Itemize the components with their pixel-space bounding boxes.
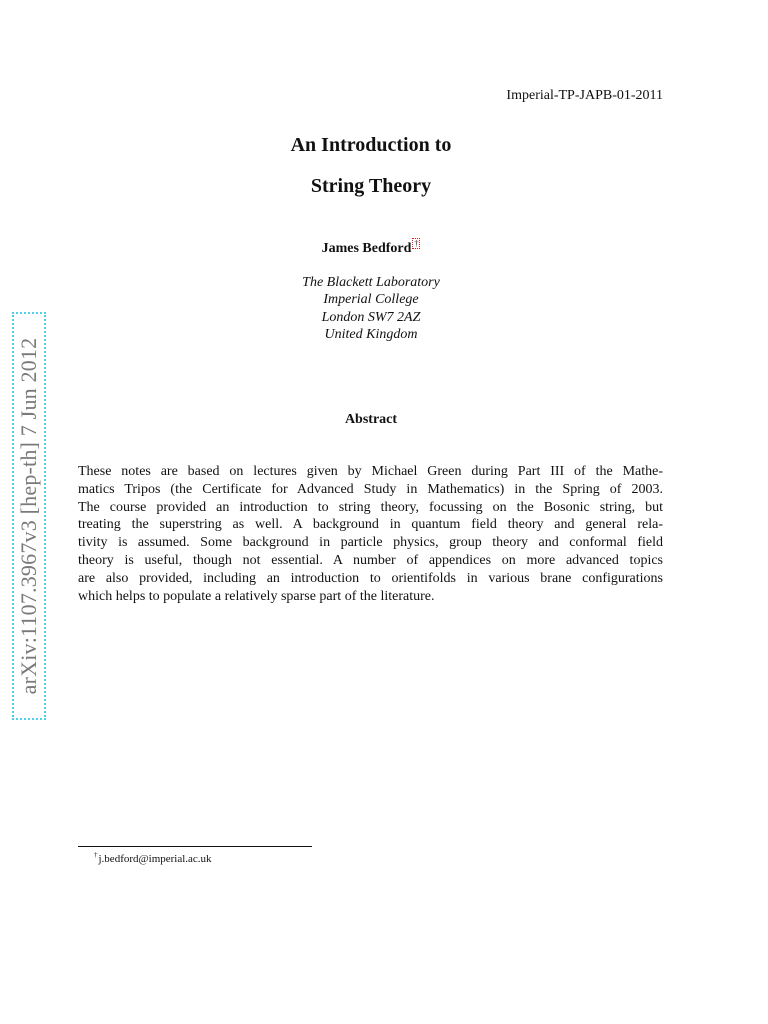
abstract-line: which helps to populate a relatively sparse part of the literature. — [78, 588, 435, 604]
abstract-line: treating the superstring as well. A background in quantum field theory and general rela- — [78, 517, 663, 533]
paper-title-line-2: String Theory — [310, 175, 432, 197]
footnote-mark: † — [94, 851, 98, 859]
author-footnote-link[interactable]: † — [414, 239, 419, 248]
report-number: Imperial-TP-JAPB-01-2011 — [506, 88, 663, 103]
affiliation-line: United Kingdom — [324, 327, 418, 342]
abstract-line: matics Tripos (the Certificate for Advanced Study in Mathematics) in the Spring of 2003. — [78, 481, 663, 497]
abstract-line: theory is useful, though not essential. A number of appendices on more advanced topics — [78, 552, 663, 568]
affiliation-line: Imperial College — [323, 292, 419, 307]
affiliation-line: The Blackett Laboratory — [302, 275, 440, 290]
abstract-line: The course provided an introduction to string theory, focussing on the Bosonic string, but — [78, 499, 663, 515]
paper-title-line-1: An Introduction to — [290, 134, 452, 156]
arxiv-identifier-link[interactable] — [12, 312, 46, 720]
abstract-line: are also provided, including an introduction to orientifolds in various brane configurations — [78, 570, 663, 586]
abstract-line: These notes are based on lectures given by Michael Green during Part III of the Mathe- — [78, 464, 663, 479]
abstract-body — [78, 463, 663, 605]
abstract-line: tivity is assumed. Some background in particle physics, group theory and conformal field — [78, 535, 663, 551]
arxiv-identifier-text: arXiv:1107.3967v3 [hep-th] 7 Jun 2012 — [16, 337, 41, 695]
abstract-heading: Abstract — [344, 412, 398, 427]
author-email: j.bedford@imperial.ac.uk — [98, 853, 212, 865]
author — [0, 238, 742, 257]
footnote — [94, 851, 212, 865]
footnote-rule — [78, 846, 312, 847]
affiliation-line: London SW7 2AZ — [321, 310, 421, 325]
author-name: James Bedford — [321, 241, 412, 256]
